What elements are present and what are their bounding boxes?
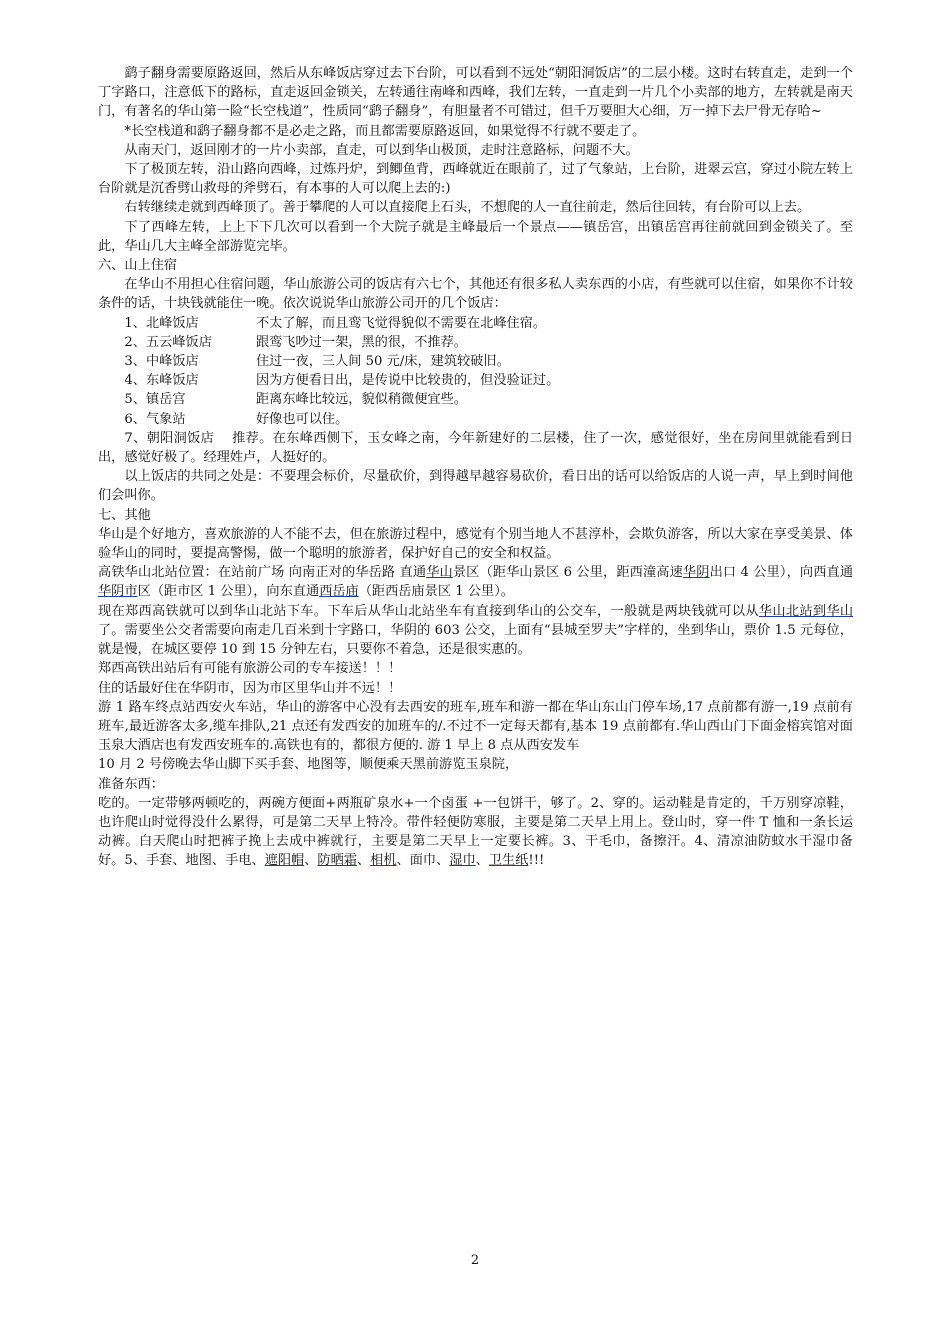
separator: 、面巾、	[396, 853, 450, 869]
section-heading: 六、山上住宿	[98, 258, 178, 274]
hotel-list-item	[98, 371, 853, 390]
text-run: 高铁华山北站位置：在站前广场 向南正对的华岳路 直通	[98, 565, 427, 581]
text-run: 景区（距华山景区 6 公里，距西潼高速	[452, 565, 683, 581]
hotel-name: 气象站	[145, 411, 186, 427]
link-sun-hat[interactable]: 遮阳帽	[264, 853, 305, 869]
page-number: 2	[470, 1253, 480, 1268]
hotel-description: 好像也可以住。	[255, 411, 349, 427]
hotel-description: 跟鸾飞吵过一架，黑的很，不推荐。	[255, 334, 467, 350]
link-toilet-paper[interactable]: 卫生纸	[488, 853, 529, 869]
link-wet-wipes[interactable]: 湿巾	[449, 853, 476, 869]
paragraph-station-location	[98, 563, 853, 601]
item-number: 4、	[124, 373, 146, 389]
item-number: 3、	[124, 354, 146, 370]
item-number: 1、	[124, 315, 146, 331]
item-number: 2、	[124, 334, 146, 350]
text-run: 区（距市区 1 公里），向东直通	[137, 584, 320, 600]
paragraph: 在华山不用担心住宿问题，华山旅游公司的饭店有六七个，其他还有很多私人卖东西的小店，有些就可以住宿，如果你不计较条件的话，十块钱就能住一晚。依次说说华山旅游公司开的几个饭店：	[98, 277, 853, 312]
link-xiyue-temple[interactable]: 西岳庙	[319, 584, 359, 600]
link-huayin[interactable]: 华阴	[682, 565, 710, 581]
paragraph: 郑西高铁出站后有可能有旅游公司的专车接送！！！	[98, 661, 402, 677]
hotel-description: 推荐。在东峰西侧下，玉女峰之南，今年新建好的二层楼，住了一次，感觉很好，坐在房间里就能看到日出，感觉好极了。经理姓卢，人挺好的。	[98, 430, 854, 466]
text-run: 出口 4 公里），向西直通	[709, 565, 854, 581]
hotel-name: 中峰饭店	[145, 354, 199, 370]
text-run: 现在郑西高铁就可以到华山北站下车。下车后从华山北站坐车有直接到华山的公交车，一般就是两块钱就可以从	[98, 603, 759, 619]
link-camera[interactable]: 相机	[370, 853, 397, 869]
hotel-description: 距离东峰比较远，貌似稍微便宜些。	[255, 392, 467, 408]
hotel-list-item	[98, 352, 853, 371]
link-huayin-city[interactable]: 华阴市	[98, 584, 138, 600]
hotel-name: 五云峰饭店	[145, 334, 212, 350]
item-number: 7、	[124, 430, 147, 446]
text-run: 了。需要坐公交者需要向南走几百米到十字路口，华阴的 603 公交，上面有“县城至罗夫”字样的，坐到华山，票价 1.5 元每位，就是慢，在城区要停 10 到 15 分钟左右，只要你不着急，还是很实惠的。	[98, 622, 853, 658]
hotel-name: 朝阳洞饭店	[146, 430, 215, 446]
hotel-list-item	[98, 333, 853, 352]
document-page	[98, 64, 853, 871]
hotel-description: 住过一夜，三人间 50 元/床，建筑较破旧。	[255, 354, 510, 370]
hotel-description: 因为方便看日出，是传说中比较贵的，但没验证过。	[255, 373, 560, 389]
hotel-list-item	[98, 314, 853, 333]
paragraph-bus-info	[98, 602, 853, 660]
paragraph: 鹞子翻身需要原路返回，然后从东峰饭店穿过去下台阶，可以看到不远处“朝阳洞饭店”的二层小楼。这时右转直走，走到一个丁字路口，注意低下的路标，直走返回金锁关，左转通往南峰和西峰，我们左转，一直走到一片几个小卖部的地方，左转就是南天门，有著名的华山第一险“长空栈道”，性质同“鹞子翻身”，有胆量者不可错过，但千万要胆大心细，万一掉下去尸骨无存哈~	[98, 66, 853, 120]
text-run: 吃的。一定带够两顿吃的，两碗方便面+两瓶矿泉水+一个卤蛋 +一包饼干，够了。2、穿的。运动鞋是肯定的，千万别穿凉鞋，也许爬山时觉得没什么累得，可是第二天早上特冷。带件轻便防寒服，主要是第二天早上用上。登山时，穿一件 T 恤和一条长运动裤。白天爬山时把裤子挽上去成中裤就行，主要是第二天早上一定要长裤。3、干毛巾，备擦汗。4、清凉油防蚊水干湿巾备好。5、手套、地图、手电、	[98, 795, 853, 869]
paragraph: 从南天门，返回刚才的一片小卖部，直走，可以到华山极顶，走时注意路标，问题不大。	[124, 142, 639, 158]
paragraph: 下了极顶左转，沿山路向西峰，过炼丹炉，到鲫鱼背，西峰就近在眼前了，过了气象站，上台阶，进翠云宫，穿过小院左转上台阶就是沉香劈山救母的斧劈石，有本事的人可以爬上去的:)	[98, 162, 853, 197]
paragraph: 住的话最好住在华阴市，因为市区里华山并不远！！	[98, 680, 402, 696]
section-heading: 七、其他	[98, 507, 151, 523]
paragraph: *长空栈道和鹞子翻身都不是必走之路，而且都需要原路返回，如果觉得不行就不要走了。	[124, 123, 646, 139]
paragraph: 10 月 2 号傍晚去华山脚下买手套、地图等，顺便乘天黑前游览玉泉院，	[98, 757, 519, 773]
paragraph: 游 1 路车终点站西安火车站，华山的游客中心没有去西安的班车,班车和游一都在华山东山门停车场,17 点前都有游一,19 点前有班车,最近游客太多,缆车排队,21 点还有发西安的加班车的/.不过不一定每天都有,基本 19 点前都有.华山西山门下面金榕宾馆对面玉泉大酒店也有发西安班车的.高铁也有的，都很方便的. 游 1 早上 8 点从西安发车	[98, 699, 853, 754]
hotel-list-item	[98, 410, 853, 429]
paragraph: 华山是个好地方，喜欢旅游的人不能不去，但在旅游过程中，感觉有个别当地人不甚淳朴，会欺负游客，所以大家在享受美景、体验华山的同时，要提高警惕，做一个聪明的旅游者，保护好自己的安全和权益。	[98, 526, 853, 562]
hotel-name: 北峰饭店	[145, 315, 199, 331]
paragraph: 以上饭店的共同之处是：不要理会标价，尽量砍价，到得越早越容易砍价，看日出的话可以给饭店的人说一声，早上到时间他们会叫你。	[98, 469, 853, 504]
separator: 、	[356, 853, 371, 869]
link-huashan[interactable]: 华山	[426, 565, 453, 581]
link-sunscreen[interactable]: 防晒霜	[317, 853, 357, 869]
text-run: !!!	[528, 853, 545, 869]
paragraph: 下了西峰左转，上上下下几次可以看到一个大院子就是主峰最后一个景点——镇岳宫，出镇岳宫再往前就回到金锁关了。至此，华山几大主峰全部游览完毕。	[98, 219, 853, 254]
paragraph: 右转继续走就到西峰顶了。善于攀爬的人可以直接爬上石头，不想爬的人一直往前走，然后往回转，有台阶可以上去。	[124, 200, 811, 216]
item-number: 6、	[124, 411, 146, 427]
hotel-description: 不太了解，而且鸾飞觉得貌似不需要在北峰住宿。	[255, 315, 547, 331]
hotel-list-item	[98, 390, 853, 409]
separator: 、	[304, 853, 318, 869]
paragraph-packing-list	[98, 794, 853, 871]
hotel-name: 东峰饭店	[145, 373, 199, 389]
paragraph: 准备东西：	[98, 776, 164, 792]
link-huashan-north-to-huashan[interactable]: 华山北站到华山	[758, 603, 854, 619]
hotel-name: 镇岳宫	[145, 392, 186, 408]
hotel-list-item	[98, 429, 853, 467]
separator: 、	[475, 853, 489, 869]
text-run: （距西岳庙景区 1 公里）。	[358, 584, 514, 600]
item-number: 5、	[124, 392, 146, 408]
